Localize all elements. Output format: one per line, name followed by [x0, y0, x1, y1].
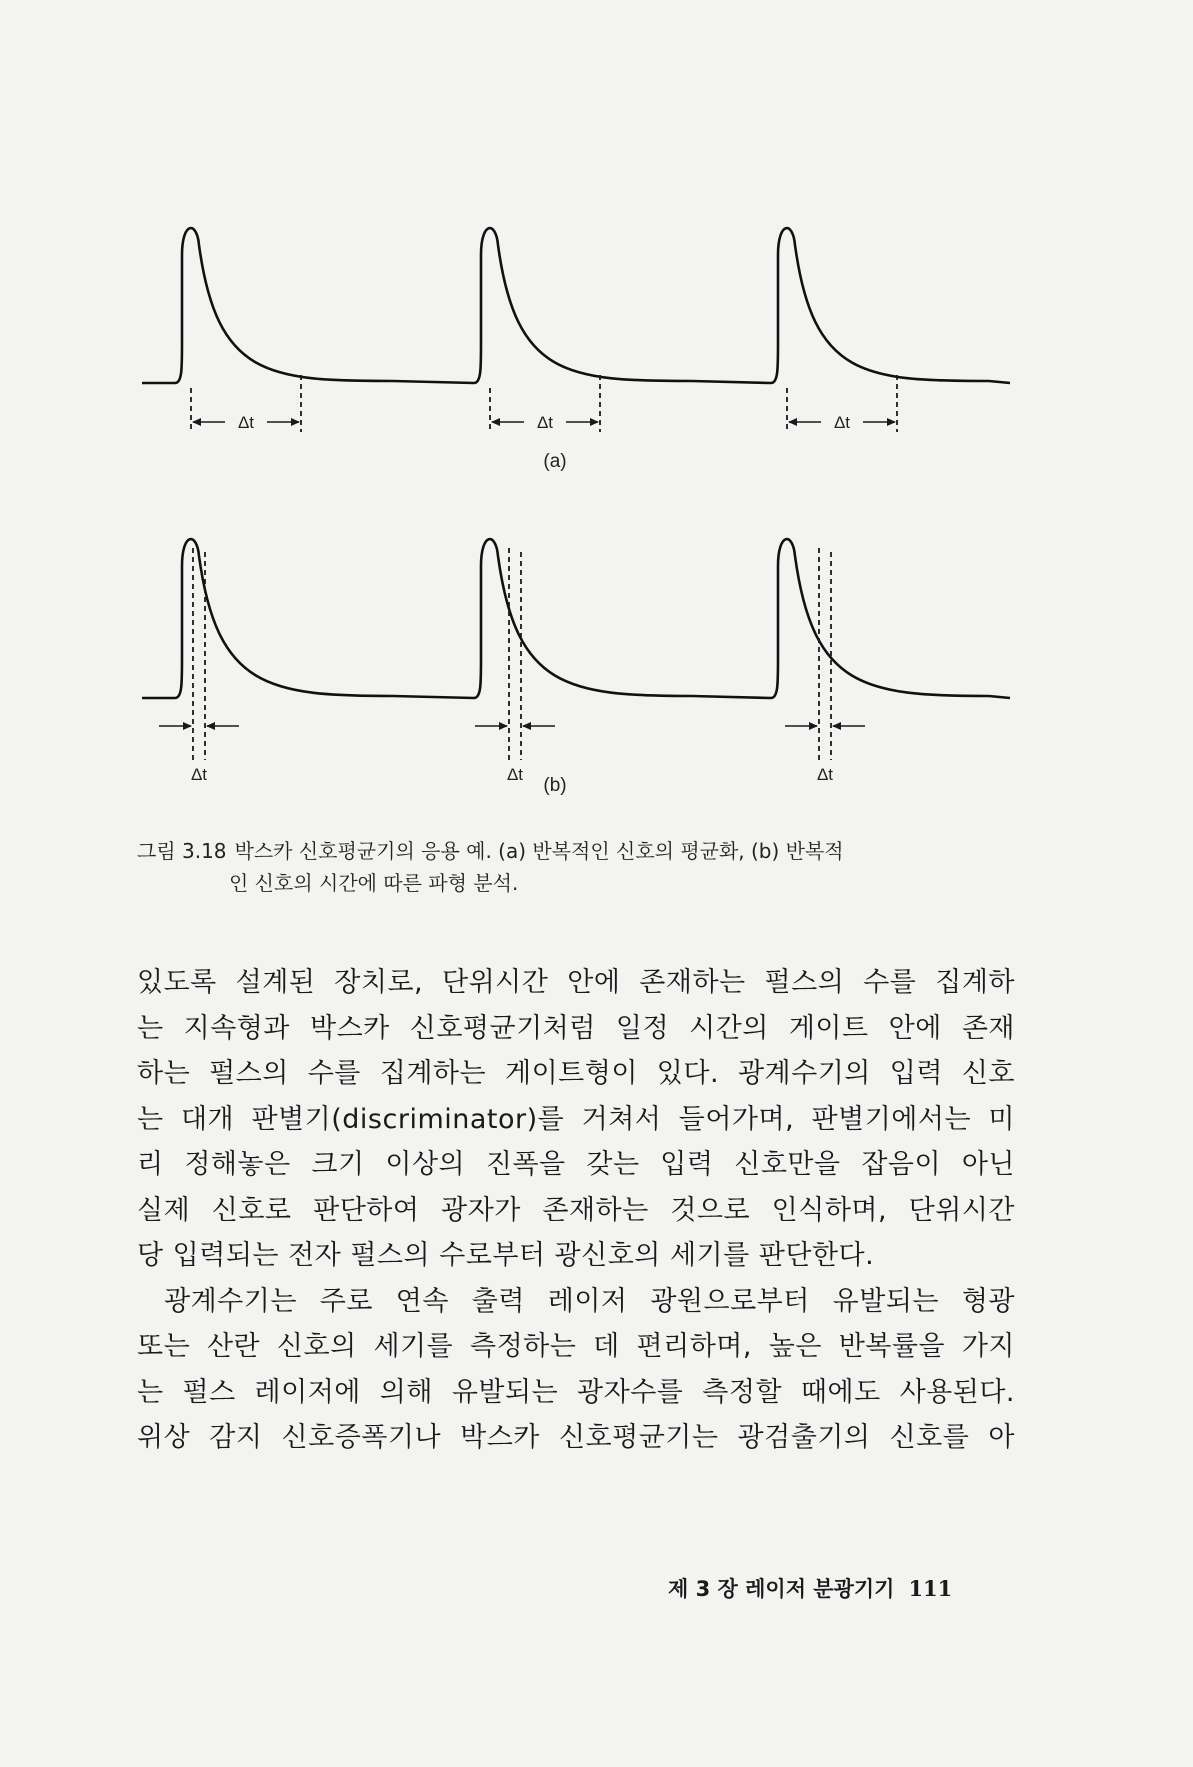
arrowhead — [499, 722, 508, 730]
arrowhead — [522, 722, 531, 730]
caption-line-1: 박스카 신호평균기의 응용 예. (a) 반복적인 신호의 평균화, (b) 반복적 — [234, 839, 844, 863]
body-line: 있도록 설계된 장치로, 단위시간 안에 존재하는 펄스의 수를 집계하 — [137, 967, 1015, 998]
arrowhead — [206, 722, 215, 730]
arrowhead — [832, 722, 841, 730]
delta-t-label: Δt — [506, 765, 524, 784]
body-line: 광계수기는 주로 연속 출력 레이저 광원으로부터 유발되는 형광 — [164, 1285, 1015, 1317]
figure-caption — [137, 835, 1017, 899]
body-text — [137, 960, 1015, 1461]
arrowhead — [491, 418, 500, 426]
body-line: 또는 산란 신호의 세기를 측정하는 데 편리하며, 높은 반복률을 가지 — [137, 1331, 1015, 1362]
body-line: 리 정해놓은 크기 이상의 진폭을 갖는 입력 신호만을 잡음이 아닌 — [137, 1149, 1015, 1180]
arrowhead — [809, 722, 818, 730]
delta-t-label: Δt — [190, 765, 208, 784]
body-line: 는 지속형과 박스카 신호평균기처럼 일정 시간의 게이트 안에 존재 — [137, 1012, 1015, 1044]
body-line: 는 펄스 레이저에 의해 유발되는 광자수를 측정할 때에도 사용된다. — [137, 1376, 1015, 1408]
page-number: 111 — [908, 1576, 953, 1601]
arrowhead — [887, 418, 896, 426]
body-line: 당 입력되는 전자 펄스의 수로부터 광신호의 세기를 판단한다. — [137, 1240, 875, 1271]
delta-t-label: Δt — [237, 413, 255, 432]
chapter-title: 제 3 장 레이저 분광기기 — [668, 1577, 895, 1601]
figure-3-18 — [0, 0, 1193, 820]
panel-b-label: (b) — [543, 775, 567, 796]
caption-line-2: 인 신호의 시간에 따른 파형 분석. — [229, 871, 519, 895]
body-line: 위상 감지 신호증폭기나 박스카 신호평균기는 광검출기의 신호를 아 — [137, 1422, 1015, 1453]
body-line: 실제 신호로 판단하여 광자가 존재하는 것으로 인식하며, 단위시간 — [137, 1194, 1015, 1226]
panel-a-label: (a) — [543, 451, 567, 472]
arrowhead — [183, 722, 192, 730]
arrowhead — [291, 418, 300, 426]
body-line: 는 대개 판별기(discriminator)를 거쳐서 들어가며, 판별기에서는 미 — [137, 1103, 1015, 1135]
delta-t-label: Δt — [816, 765, 834, 784]
arrowhead — [788, 418, 797, 426]
figure-panel-b-waveform — [142, 539, 1010, 784]
figure-panel-a-waveform — [142, 228, 1010, 432]
delta-t-label: Δt — [833, 413, 851, 432]
waveform-b-line — [142, 539, 1010, 698]
page-footer — [668, 1573, 1028, 1603]
arrowhead — [192, 418, 201, 426]
arrowhead — [590, 418, 599, 426]
body-line: 하는 펄스의 수를 집계하는 게이트형이 있다. 광계수기의 입력 신호 — [137, 1058, 1015, 1089]
delta-t-label: Δt — [536, 413, 554, 432]
caption-label: 그림 3.18 — [137, 839, 227, 863]
waveform-a-line — [142, 228, 1010, 383]
